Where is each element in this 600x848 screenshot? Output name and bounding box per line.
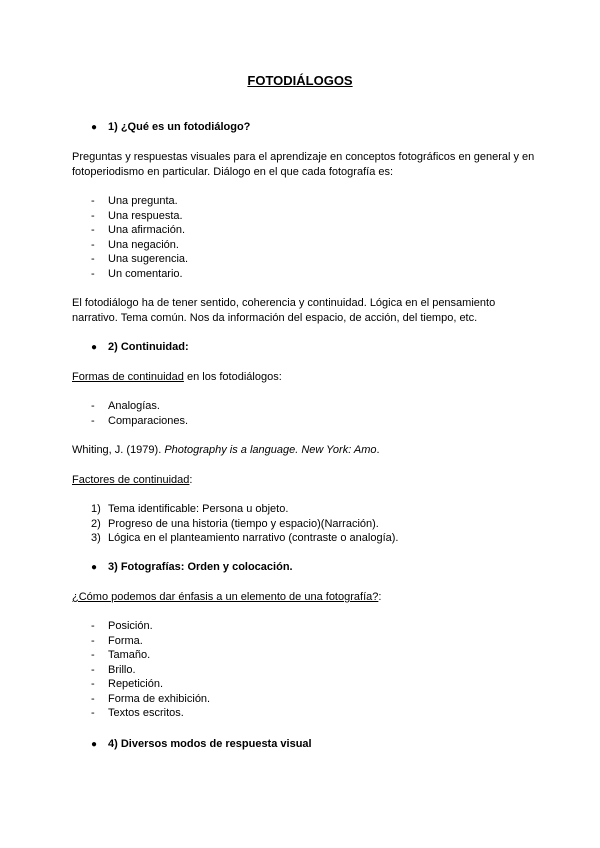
dash-marker: - [91, 414, 95, 427]
list-item-text: Una pregunta. [108, 195, 178, 207]
list-item [91, 663, 136, 678]
dash-marker: - [91, 253, 95, 265]
dash-marker: - [91, 400, 95, 412]
list-item-text: Analogías. [108, 400, 160, 412]
numbered-item-text: Lógica en el planteamiento narrativo (contraste o analogía). [108, 532, 399, 544]
list-item [91, 634, 143, 649]
list-item [91, 648, 150, 663]
list-item-text: Una respuesta. [108, 209, 183, 222]
continuity-forms-label-underlined: Formas de continuidad [72, 371, 184, 383]
continuity-factors-label-underlined: Factores de continuidad [72, 474, 190, 486]
section-1-heading-text: 1) ¿Qué es un fotodiálogo? [108, 121, 251, 133]
section-1-intro: Preguntas y respuestas visuales para el aprendizaje en conceptos fotográficos en general y en fotoperiodismo en particular. Diálogo en el que cada fotografía es: [72, 151, 535, 178]
list-item [91, 267, 183, 282]
emphasis-question [72, 590, 542, 605]
bullet-icon: ● [91, 122, 98, 133]
bullet-icon: ● [91, 739, 98, 750]
numbered-item-text: Progreso de una historia (tiempo y espacio)(Narración). [108, 517, 379, 530]
section-2-heading [91, 340, 189, 356]
list-item [91, 252, 188, 267]
section-4-heading-text: 4) Diversos modos de respuesta visual [108, 738, 312, 750]
list-item-text: Un comentario. [108, 267, 183, 280]
bullet-icon: ● [91, 562, 98, 573]
dash-marker: - [91, 195, 95, 207]
list-item-text: Textos escritos. [108, 707, 184, 719]
list-item [91, 692, 210, 707]
list-item-text: Repetición. [108, 678, 164, 690]
list-item [91, 414, 188, 429]
numbered-item [91, 531, 398, 546]
emphasis-question-underlined: ¿Cómo podemos dar énfasis a un elemento de una fotografía? [72, 591, 379, 603]
list-item-text: Forma de exhibición. [108, 692, 211, 705]
citation-title: Photography is a language. New York: Amo [164, 444, 377, 456]
list-item-text: Brillo. [108, 663, 136, 676]
dash-marker: - [91, 620, 95, 632]
dash-marker: - [91, 692, 95, 705]
number-marker: 1) [91, 503, 101, 515]
list-item [91, 194, 178, 209]
section-3-heading-text: 3) Fotografías: Orden y colocación. [108, 561, 293, 573]
numbered-item [91, 517, 379, 532]
list-item-text: Comparaciones. [108, 414, 189, 427]
continuity-factors-label [72, 473, 542, 488]
page-title: FOTODIÁLOGOS [247, 73, 353, 88]
list-item-text: Tamaño. [108, 649, 151, 661]
section-1-heading [91, 120, 250, 136]
dash-marker: - [91, 663, 95, 676]
continuity-forms-label-rest: en los fotodiálogos: [183, 371, 282, 383]
list-item [91, 399, 160, 414]
bullet-icon: ● [91, 342, 98, 353]
citation [72, 443, 542, 458]
section-1-outro: El fotodiálogo ha de tener sentido, coherencia y continuidad. Lógica en el pensamiento narrativo. Tema común. Nos da información del espacio, de acción, del tiempo, etc. [72, 297, 496, 324]
list-item-text: Una sugerencia. [108, 253, 189, 265]
list-item [91, 619, 153, 634]
number-marker: 3) [91, 532, 101, 544]
number-marker: 2) [91, 517, 101, 530]
dash-marker: - [91, 238, 95, 251]
numbered-item-text: Tema identificable: Persona u objeto. [108, 503, 289, 515]
emphasis-question-end: : [378, 591, 382, 603]
list-item [91, 223, 185, 238]
list-item-text: Posición. [108, 620, 153, 632]
list-item-text: Una negación. [108, 238, 179, 251]
list-item-text: Una afirmación. [108, 224, 186, 236]
dash-marker: - [91, 267, 95, 280]
dash-marker: - [91, 707, 95, 719]
numbered-item [91, 502, 288, 517]
dash-marker: - [91, 224, 95, 236]
section-4-heading [91, 737, 312, 753]
list-item [91, 677, 163, 692]
citation-author: Whiting, J. (1979). [72, 444, 165, 456]
dash-marker: - [91, 209, 95, 222]
list-item [91, 238, 179, 253]
continuity-forms-label [72, 370, 542, 385]
dash-marker: - [91, 634, 95, 647]
list-item [91, 706, 184, 721]
dash-marker: - [91, 678, 95, 690]
list-item-text: Forma. [108, 634, 143, 647]
section-3-heading [91, 560, 293, 576]
list-item [91, 209, 183, 224]
section-2-heading-text: 2) Continuidad: [108, 341, 189, 353]
continuity-factors-label-end: : [189, 474, 193, 486]
dash-marker: - [91, 649, 95, 661]
citation-end: . [376, 444, 380, 456]
